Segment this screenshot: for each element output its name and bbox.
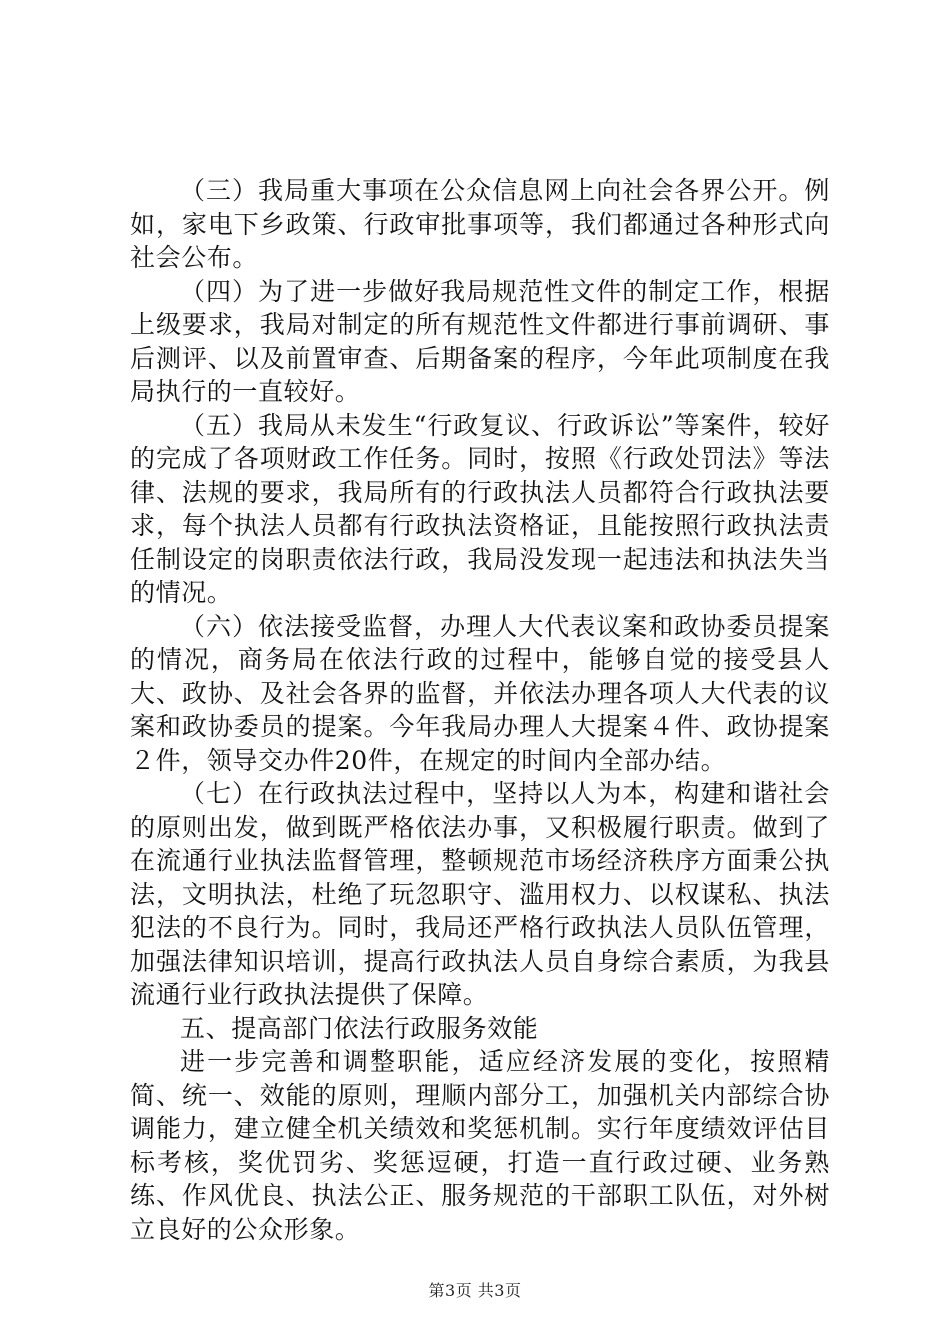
page-number-footer: 第3页 共3页: [428, 1281, 522, 1300]
section-heading: 五、提高部门依法行政服务效能: [180, 1013, 539, 1043]
paragraph-4: （四）为了进一步做好我局规范性文件的制定工作，根据上级要求，我局对制定的所有规范性文件都进行事前调研、事后测评、以及前置审查、后期备案的程序，今年此项制度在我局执行的一直较好。: [130, 276, 830, 406]
paragraph-3: （三）我局重大事项在公众信息网上向社会各界公开。例如，家电下乡政策、行政审批事项等，我们都通过各种形式向社会公布。: [130, 176, 830, 272]
closing-paragraph: 进一步完善和调整职能，适应经济发展的变化，按照精简、统一、效能的原则，理顺内部分工，加强机关内部综合协调能力，建立健全机关绩效和奖惩机制。实行年度绩效评估目标考核，奖优罚劣、奖惩逗硬，打造一直行政过硬、业务熟练、作风优良、执法公正、服务规范的干部职工队伍，对外树立良好的公众形象。: [130, 1047, 830, 1244]
paragraph-7: （七）在行政执法过程中，坚持以人为本，构建和谐社会的原则出发，做到既严格依法办事，又积极履行职责。做到了在流通行业执法监督管理，整顿规范市场经济秩序方面秉公执法，文明执法，杜绝了玩忽职守、滥用权力、以权谋私、执法犯法的不良行为。同时，我局还严格行政执法人员队伍管理，加强法律知识培训，提高行政执法人员自身综合素质，为我县流通行业行政执法提供了保障。: [130, 779, 830, 1009]
document-body: [130, 174, 830, 1246]
paragraph-6: （六）依法接受监督，办理人大代表议案和政协委员提案的情况，商务局在依法行政的过程中，能够自觉的接受县人大、政协、及社会各界的监督，并依法办理各项人大代表的议案和政协委员的提案。今年我局办理人大提案４件、政协提案２件，领导交办件20件，在规定的时间内全部办结。: [130, 611, 830, 775]
paragraph-5: （五）我局从未发生“行政复议、行政诉讼”等案件，较好的完成了各项财政工作任务。同时，按照《行政处罚法》等法律、法规的要求，我局所有的行政执法人员都符合行政执法要求，每个执法人员都有行政执法资格证，且能按照行政执法责任制设定的岗职责依法行政，我局没发现一起违法和执法失当的情况。: [130, 410, 830, 607]
